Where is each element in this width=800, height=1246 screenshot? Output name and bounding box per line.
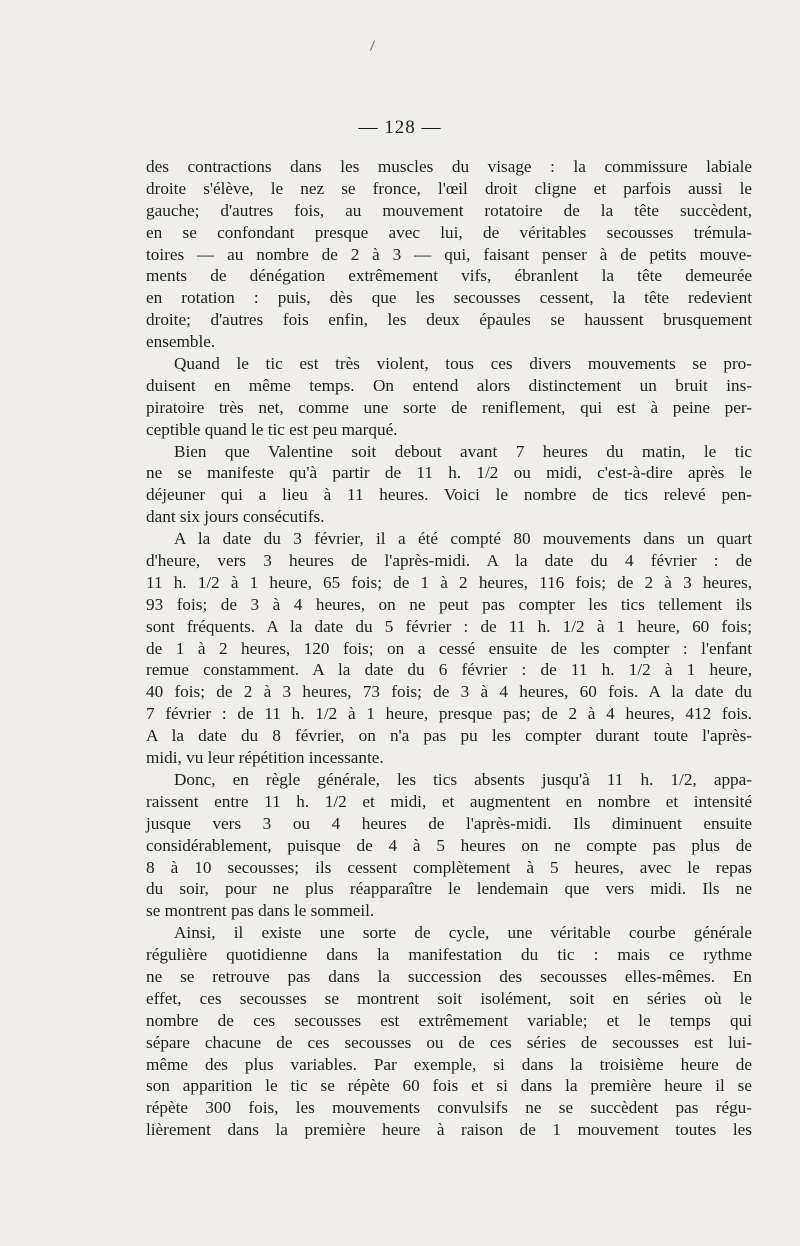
text-line: droite; d'autres fois enfin, les deux épaules se haussent brusquement: [146, 310, 752, 330]
body-text: [146, 156, 752, 1141]
text-line: toires — au nombre de 2 à 3 — qui, faisant penser à de petits mouve-: [146, 244, 752, 264]
text-line: droite s'élève, le nez se fronce, l'œil droit cligne et parfois aussi le: [146, 178, 752, 198]
text-line: sont fréquents. A la date du 5 février : de 11 h. 1/2 à 1 heure, 60 fois;: [146, 616, 752, 636]
text-line: duisent en même temps. On entend alors distinctement un bruit ins-: [146, 375, 752, 395]
text-line: se montrent pas dans le sommeil.: [146, 901, 375, 921]
text-line: 7 février : de 11 h. 1/2 à 1 heure, presque pas; de 2 à 4 heures, 412 fois.: [146, 704, 752, 724]
text-line: régulière quotidienne dans la manifestation du tic : mais ce rythme: [146, 945, 752, 965]
text-line: Quand le tic est très violent, tous ces divers mouvements se pro-: [174, 354, 752, 374]
text-line: nombre de ces secousses est extrêmement variable; et le temps qui: [146, 1010, 752, 1030]
text-line: déjeuner qui a lieu à 11 heures. Voici le nombre de tics relevé pen-: [146, 485, 752, 505]
text-line: Donc, en règle générale, les tics absents jusqu'à 11 h. 1/2, appa-: [174, 769, 752, 789]
ink-mark: [370, 40, 375, 51]
text-line: ceptible quand le tic est peu marqué.: [146, 419, 398, 439]
text-line: 11 h. 1/2 à 1 heure, 65 fois; de 1 à 2 heures, 116 fois; de 2 à 3 heures,: [146, 572, 752, 592]
text-line: piratoire très net, comme une sorte de reniflement, qui est à peine per-: [146, 397, 752, 417]
text-line: A la date du 8 février, on n'a pas pu les compter durant toute l'après-: [146, 726, 752, 746]
text-line: en rotation : puis, dès que les secousses cessent, la tête redevient: [146, 288, 752, 308]
text-line: lièrement dans la première heure à raison de 1 mouvement toutes les: [146, 1120, 752, 1140]
text-line: effet, ces secousses se montrent soit isolément, soit en séries où le: [146, 988, 752, 1008]
text-line: Bien que Valentine soit debout avant 7 heures du matin, le tic: [174, 441, 752, 461]
text-line: A la date du 3 février, il a été compté 80 mouvements dans un quart: [174, 529, 752, 549]
text-line: son apparition le tic se répète 60 fois et si dans la première heure il se: [146, 1076, 752, 1096]
text-line: ne se manifeste qu'à partir de 11 h. 1/2 ou midi, c'est-à-dire après le: [146, 463, 752, 483]
text-line: ne se retrouve pas dans la succession des secousses elles-mêmes. En: [146, 966, 752, 986]
text-line: jusque vers 3 ou 4 heures de l'après-midi. Ils diminuent ensuite: [146, 813, 752, 833]
text-line: 40 fois; de 2 à 3 heures, 73 fois; de 3 à 4 heures, 60 fois. A la date du: [146, 682, 752, 702]
text-line: 93 fois; de 3 à 4 heures, on ne peut pas compter les tics tellement ils: [146, 594, 752, 614]
text-line: midi, vu leur répétition incessante.: [146, 748, 384, 768]
text-line: en se confondant presque avec lui, de véritables secousses trémula-: [146, 222, 752, 242]
text-line: 8 à 10 secousses; ils cessent complètement à 5 heures, avec le repas: [146, 857, 752, 877]
text-line: dant six jours consécutifs.: [146, 507, 325, 527]
text-line: des contractions dans les muscles du visage : la commissure labiale: [146, 157, 752, 176]
page-number: — 128 —: [358, 117, 442, 138]
text-line: ments de dénégation extrêmement vifs, ébranlent la tête demeurée: [146, 266, 752, 286]
text-line: même des plus variables. Par exemple, si dans la troisième heure de: [146, 1054, 752, 1074]
text-line: considérablement, puisque de 4 à 5 heures on ne compte pas plus de: [146, 835, 752, 855]
text-line: sépare chacune de ces secousses ou de ces séries de secousses est lui-: [146, 1032, 752, 1052]
text-line: Ainsi, il existe une sorte de cycle, une véritable courbe générale: [174, 923, 752, 943]
text-line: gauche; d'autres fois, au mouvement rotatoire de la tête succèdent,: [146, 200, 752, 220]
text-line: d'heure, vers 3 heures de l'après-midi. A la date du 4 février : de: [146, 551, 752, 571]
text-line: ensemble.: [146, 332, 216, 352]
text-line: du soir, pour ne plus réapparaître le lendemain que vers midi. Ils ne: [146, 879, 752, 899]
text-line: de 1 à 2 heures, 120 fois; on a cessé ensuite de les compter : l'enfant: [146, 638, 752, 658]
text-line: remue constamment. A la date du 6 février : de 11 h. 1/2 à 1 heure,: [146, 660, 752, 680]
text-line: raissent entre 11 h. 1/2 et midi, et augmentent en nombre et intensité: [146, 791, 752, 811]
text-line: répète 300 fois, les mouvements convulsifs ne se succèdent pas régu-: [146, 1098, 752, 1118]
